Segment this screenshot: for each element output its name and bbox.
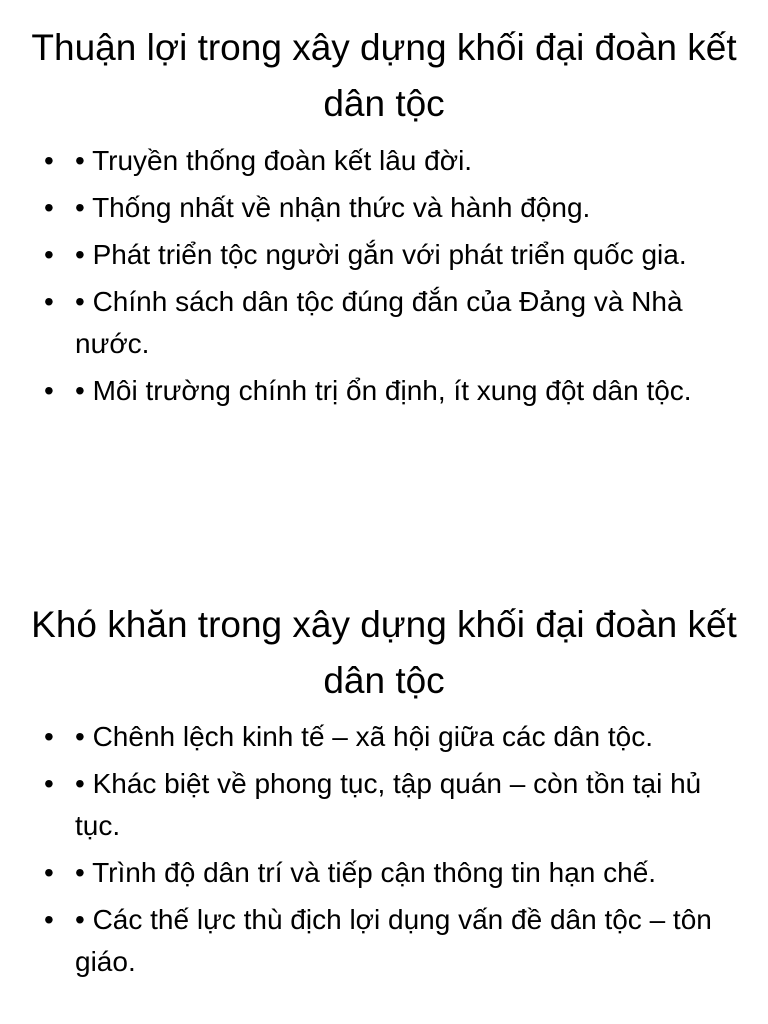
list-item bbox=[0, 763, 768, 847]
bullet-dot-icon: • bbox=[44, 192, 54, 223]
list-item bbox=[0, 899, 768, 983]
bullet-dot-icon: • bbox=[44, 904, 54, 935]
list-item bbox=[0, 370, 768, 412]
list-item-text: • Các thế lực thù địch lợi dụng vấn đề dân tộc – tôn giáo. bbox=[75, 904, 712, 977]
list-item-text: • Thống nhất về nhận thức và hành động. bbox=[75, 192, 591, 223]
list-item-text: • Truyền thống đoàn kết lâu đời. bbox=[75, 145, 473, 176]
list-item-text: • Khác biệt về phong tục, tập quán – còn tồn tại hủ tục. bbox=[75, 768, 702, 841]
bullet-list bbox=[0, 140, 768, 417]
slide-difficulties bbox=[0, 512, 768, 1024]
list-item-text: • Môi trường chính trị ổn định, ít xung đột dân tộc. bbox=[75, 375, 692, 406]
bullet-dot-icon: • bbox=[44, 768, 54, 799]
list-item bbox=[0, 140, 768, 182]
bullet-dot-icon: • bbox=[44, 721, 54, 752]
bullet-dot-icon: • bbox=[44, 375, 54, 406]
list-item bbox=[0, 187, 768, 229]
list-item bbox=[0, 852, 768, 894]
list-item bbox=[0, 716, 768, 758]
list-item-text: • Chênh lệch kinh tế – xã hội giữa các dân tộc. bbox=[75, 721, 654, 752]
list-item-text: • Chính sách dân tộc đúng đắn của Đảng và Nhà nước. bbox=[75, 286, 683, 359]
list-item-text: • Trình độ dân trí và tiếp cận thông tin hạn chế. bbox=[75, 857, 657, 888]
slide-title: Thuận lợi trong xây dựng khối đại đoàn kết dân tộc bbox=[31, 27, 737, 124]
bullet-dot-icon: • bbox=[44, 286, 54, 317]
slide-title: Khó khăn trong xây dựng khối đại đoàn kết dân tộc bbox=[31, 604, 737, 701]
bullet-dot-icon: • bbox=[44, 239, 54, 270]
bullet-dot-icon: • bbox=[44, 145, 54, 176]
bullet-dot-icon: • bbox=[44, 857, 54, 888]
bullet-list bbox=[0, 716, 768, 988]
list-item-text: • Phát triển tộc người gắn với phát triển quốc gia. bbox=[75, 239, 687, 270]
list-item bbox=[0, 281, 768, 365]
list-item bbox=[0, 234, 768, 276]
